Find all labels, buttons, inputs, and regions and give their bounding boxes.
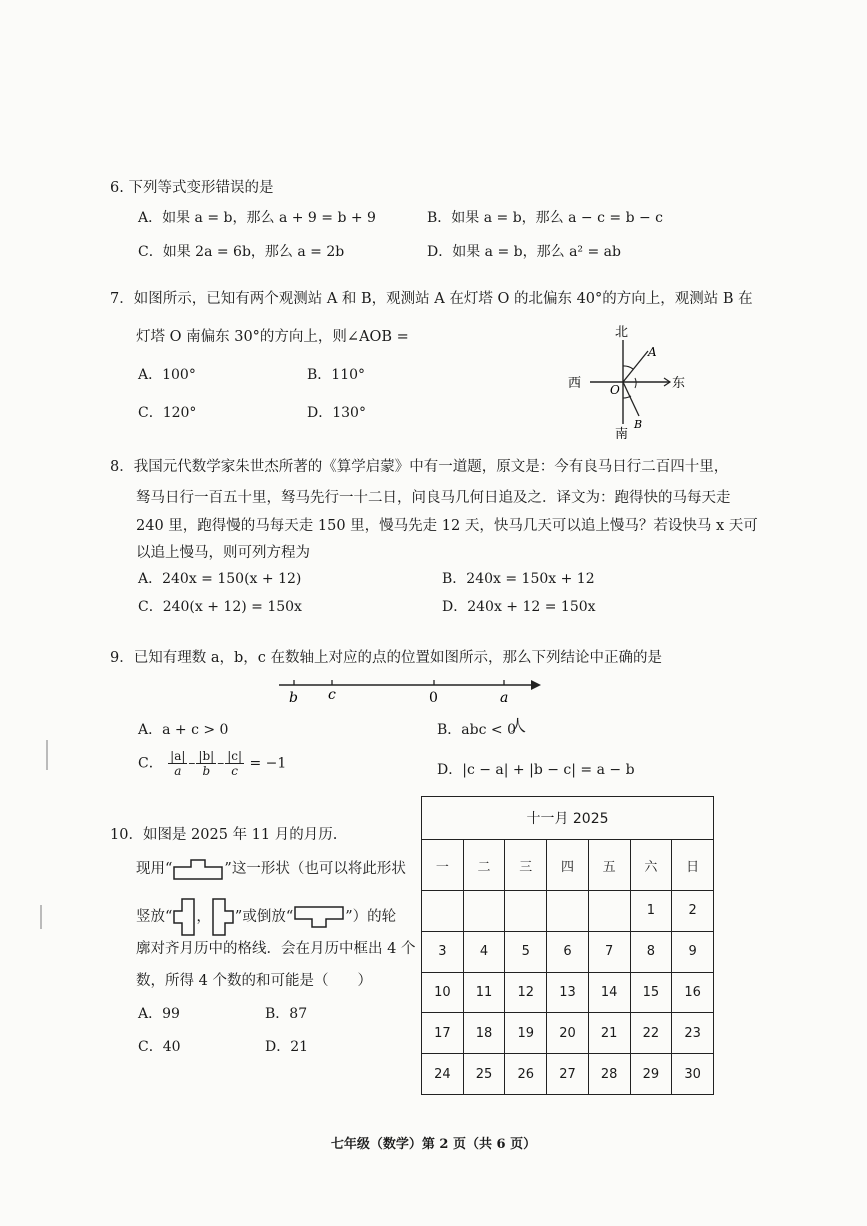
east-label: 东 xyxy=(672,376,686,391)
fraction-a-numerator: |a| xyxy=(170,749,186,763)
q9-option-c: C． $\frac{|a|}{a}$ – $\frac{|b|}{b}$ – $\frac{|c|}{c}$ = −1 xyxy=(138,749,287,778)
question-8-line2: 驽马日行一百五十里，驽马先行一十二日，问良马几何日追及之．译文为：跑得快的马每天走 xyxy=(136,490,731,506)
day-cell: 13 xyxy=(547,972,589,1013)
q10-line3-middle: ”或倒放“ xyxy=(234,909,294,925)
q9-option-a: A．a + c > 0 xyxy=(138,722,229,738)
axis-c-label: c xyxy=(328,687,336,703)
q9-option-d: D．|c − a| + |b − c| = a − b xyxy=(437,762,635,778)
day-cell: 5 xyxy=(505,931,547,972)
question-10-line4: 廓对齐月历中的格线．会在月历中框出 4 个 xyxy=(136,941,416,957)
day-cell: 11 xyxy=(463,972,505,1013)
day-cell: 21 xyxy=(588,1013,630,1054)
t-shape-icon xyxy=(172,857,224,881)
question-9-stem: 9．已知有理数 a，b，c 在数轴上对应的点的位置如图所示，那么下列结论中正确的是 xyxy=(110,650,662,666)
weekday-cell: 三 xyxy=(505,840,547,891)
north-label: 北 xyxy=(615,325,629,340)
q8-option-b: B．240x = 150x + 12 xyxy=(442,571,595,587)
day-cell xyxy=(422,891,464,932)
day-cell: 24 xyxy=(422,1054,464,1095)
axis-zero-label: 0 xyxy=(429,690,438,706)
q7-option-d: D．130° xyxy=(307,405,366,421)
fraction-c-numerator: |c| xyxy=(227,749,243,763)
calendar-weekday-row xyxy=(422,840,714,891)
inverted-t-shape-icon xyxy=(293,905,345,929)
q9-option-b: B．abc < 0 xyxy=(437,722,516,738)
day-cell: 2 xyxy=(672,891,714,932)
weekday-cell: 二 xyxy=(463,840,505,891)
calendar-week-row xyxy=(422,972,714,1013)
fraction-c-denominator: c xyxy=(231,764,238,778)
day-cell: 12 xyxy=(505,972,547,1013)
vertical-shape-left-icon xyxy=(172,897,196,937)
q8-option-a: A．240x = 150(x + 12) xyxy=(138,571,302,587)
day-cell xyxy=(463,891,505,932)
scan-artifact-line xyxy=(40,905,42,929)
day-cell: 18 xyxy=(463,1013,505,1054)
weekday-cell: 日 xyxy=(672,840,714,891)
question-7-line1: 7．如图所示，已知有两个观测站 A 和 B，观测站 A 在灯塔 O 的北偏东 40°的方向上，观测站 B 在 xyxy=(110,291,753,307)
weekday-cell: 六 xyxy=(630,840,672,891)
q9-option-c-rhs: = −1 xyxy=(249,755,287,772)
q10-line3-prefix: 竖放“ xyxy=(136,909,173,925)
day-cell: 14 xyxy=(588,972,630,1013)
fraction-b xyxy=(196,749,216,778)
day-cell: 26 xyxy=(505,1054,547,1095)
q6-option-b: B．如果 a = b，那么 a − c = b − c xyxy=(427,210,664,226)
q10-line2-prefix: 现用“ xyxy=(136,861,173,877)
q10-line3-suffix: ”）的轮 xyxy=(345,909,397,925)
question-10-line1: 10．如图是 2025 年 11 月的月历. xyxy=(110,827,338,843)
weekday-cell: 五 xyxy=(588,840,630,891)
handwritten-mark: 人 xyxy=(510,716,527,735)
day-cell: 30 xyxy=(672,1054,714,1095)
south-label: 南 xyxy=(615,427,629,442)
scan-artifact-line xyxy=(46,740,48,770)
fraction-b-denominator: b xyxy=(202,764,211,778)
calendar-title: 十一月 2025 xyxy=(422,797,714,840)
number-line xyxy=(275,672,547,706)
day-cell: 15 xyxy=(630,972,672,1013)
q10-option-d: D．21 xyxy=(265,1039,309,1055)
calendar-table xyxy=(421,796,714,1095)
day-cell: 4 xyxy=(463,931,505,972)
q7-option-b: B．110° xyxy=(307,367,366,383)
day-cell: 25 xyxy=(463,1054,505,1095)
day-cell: 16 xyxy=(672,972,714,1013)
axis-b-label: b xyxy=(289,690,298,706)
question-10-line5: 数，所得 4 个数的和可能是（ ） xyxy=(136,973,372,989)
day-cell: 3 xyxy=(422,931,464,972)
question-7-line2: 灯塔 O 南偏东 30°的方向上，则∠AOB = xyxy=(136,329,409,345)
day-cell: 7 xyxy=(588,931,630,972)
day-cell: 8 xyxy=(630,931,672,972)
day-cell: 10 xyxy=(422,972,464,1013)
question-8-line4: 以追上慢马，则可列方程为 xyxy=(136,545,310,561)
origin-o-label: O xyxy=(610,383,620,397)
q9-option-c-label: C． xyxy=(138,755,163,772)
calendar-week-row xyxy=(422,931,714,972)
fraction-a-denominator: a xyxy=(174,764,182,778)
vertical-shape-right-icon xyxy=(211,897,235,937)
calendar-week-row xyxy=(422,1013,714,1054)
question-10-line3 xyxy=(136,897,396,937)
q10-line3-comma: ， xyxy=(196,909,211,925)
q7-option-a: A．100° xyxy=(138,367,196,383)
question-6-stem: 6. 下列等式变形错误的是 xyxy=(110,180,274,196)
axis-a-label: a xyxy=(500,690,509,706)
q6-option-a: A．如果 a = b，那么 a + 9 = b + 9 xyxy=(138,210,376,226)
page-footer: 七年级（数学）第 2 页（共 6 页） xyxy=(330,1137,537,1152)
point-a-label: A xyxy=(648,345,657,359)
weekday-cell: 四 xyxy=(547,840,589,891)
day-cell: 22 xyxy=(630,1013,672,1054)
day-cell: 9 xyxy=(672,931,714,972)
day-cell: 1 xyxy=(630,891,672,932)
q10-line2-suffix: ”这一形状（也可以将此形状 xyxy=(224,861,406,877)
day-cell: 19 xyxy=(505,1013,547,1054)
day-cell xyxy=(505,891,547,932)
west-label: 西 xyxy=(568,376,582,391)
fraction-b-numerator: |b| xyxy=(198,749,215,763)
question-8-line1: 8．我国元代数学家朱世杰所著的《算学启蒙》中有一道题，原文是：今有良马日行二百四十里， xyxy=(110,459,729,475)
day-cell: 6 xyxy=(547,931,589,972)
day-cell: 20 xyxy=(547,1013,589,1054)
q10-option-b: B．87 xyxy=(265,1006,308,1022)
q10-option-c: C．40 xyxy=(138,1039,181,1055)
calendar-week-row xyxy=(422,1054,714,1095)
day-cell: 27 xyxy=(547,1054,589,1095)
question-8-line3: 240 里，跑得慢的马每天走 150 里，慢马先走 12 天，快马几天可以追上慢马？若设快马 x 天可 xyxy=(136,518,758,534)
q8-option-c: C．240(x + 12) = 150x xyxy=(138,599,302,615)
calendar-week-row xyxy=(422,891,714,932)
day-cell xyxy=(588,891,630,932)
day-cell: 17 xyxy=(422,1013,464,1054)
q6-option-d: D．如果 a = b，那么 a² = ab xyxy=(427,244,621,260)
day-cell: 29 xyxy=(630,1054,672,1095)
q7-option-c: C．120° xyxy=(138,405,197,421)
question-10-line2 xyxy=(136,857,406,881)
fraction-a xyxy=(168,749,187,778)
point-b-label: B xyxy=(634,418,643,431)
day-cell xyxy=(547,891,589,932)
day-cell: 28 xyxy=(588,1054,630,1095)
q6-option-c: C．如果 2a = 6b，那么 a = 2b xyxy=(138,244,345,260)
q8-option-d: D．240x + 12 = 150x xyxy=(442,599,596,615)
compass-diagram xyxy=(560,318,690,442)
weekday-cell: 一 xyxy=(422,840,464,891)
q10-option-a: A．99 xyxy=(138,1006,180,1022)
day-cell: 23 xyxy=(672,1013,714,1054)
fraction-c xyxy=(225,749,244,778)
